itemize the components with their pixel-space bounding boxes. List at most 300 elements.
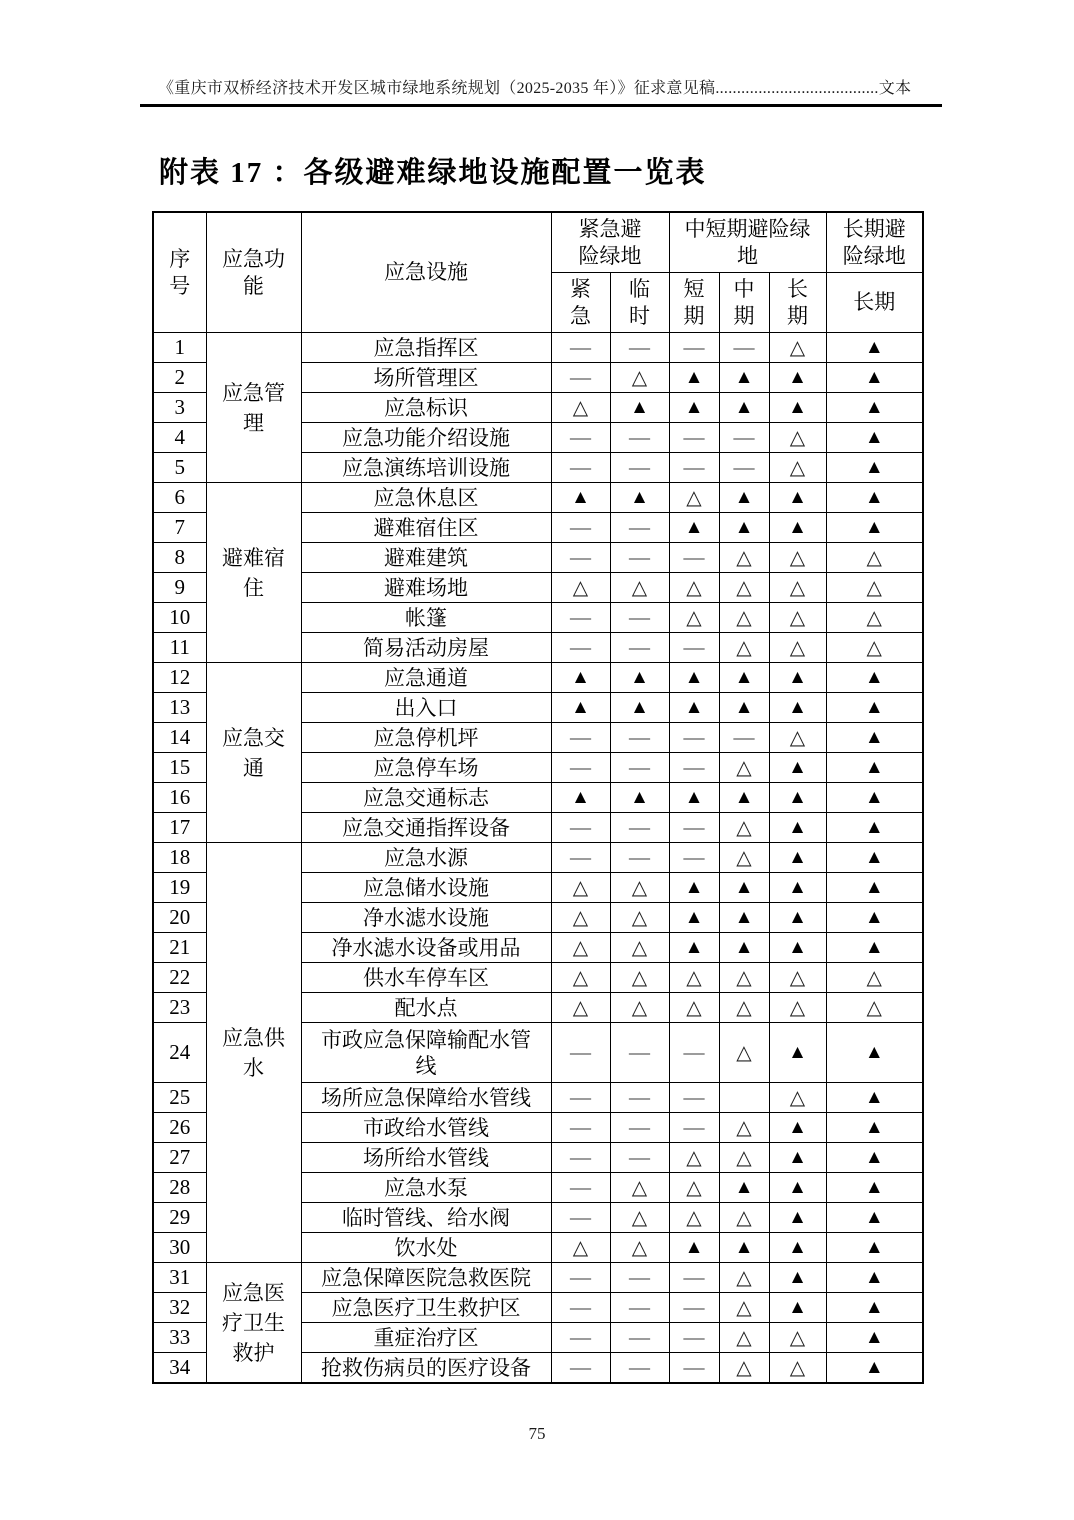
- facility-name: 净水滤水设施: [301, 903, 551, 933]
- mark-none-icon: —: [669, 423, 719, 453]
- mark-required-icon: ▲: [769, 1143, 826, 1173]
- col-group-midshort-green: 中短期避险绿地: [669, 212, 826, 273]
- row-number: 31: [153, 1263, 206, 1293]
- mark-required-icon: ▲: [669, 903, 719, 933]
- facility-name: 场所给水管线: [301, 1143, 551, 1173]
- mark-required-icon: ▲: [769, 693, 826, 723]
- row-number: 3: [153, 393, 206, 423]
- table-row: [153, 333, 923, 363]
- col-group-longterm-green: 长期避险绿地: [826, 212, 923, 273]
- mark-required-icon: ▲: [826, 753, 923, 783]
- mark-none-icon: —: [610, 1353, 669, 1384]
- facility-name: 应急功能介绍设施: [301, 423, 551, 453]
- mark-optional-icon: △: [610, 903, 669, 933]
- mark-optional-icon: △: [769, 333, 826, 363]
- mark-optional-icon: △: [719, 1143, 769, 1173]
- mark-required-icon: ▲: [826, 903, 923, 933]
- mark-required-icon: ▲: [826, 333, 923, 363]
- row-number: 5: [153, 453, 206, 483]
- mark-none-icon: —: [669, 1113, 719, 1143]
- facility-name: 净水滤水设备或用品: [301, 933, 551, 963]
- facility-name: 应急储水设施: [301, 873, 551, 903]
- mark-required-icon: ▲: [826, 693, 923, 723]
- mark-none-icon: —: [669, 1293, 719, 1323]
- mark-optional-icon: △: [719, 813, 769, 843]
- mark-none-icon: —: [610, 333, 669, 363]
- mark-none-icon: —: [551, 1293, 610, 1323]
- facility-name: 场所管理区: [301, 363, 551, 393]
- facility-name: 配水点: [301, 993, 551, 1023]
- row-number: 12: [153, 663, 206, 693]
- mark-required-icon: ▲: [669, 873, 719, 903]
- mark-none-icon: —: [610, 543, 669, 573]
- mark-required-icon: ▲: [826, 933, 923, 963]
- function-group-label: 应急供水: [206, 843, 301, 1263]
- mark-required-icon: ▲: [769, 513, 826, 543]
- facility-config-table: [152, 211, 924, 1384]
- facility-name: 避难建筑: [301, 543, 551, 573]
- mark-none-icon: —: [551, 1353, 610, 1384]
- mark-optional-icon: △: [719, 1293, 769, 1323]
- mark-required-icon: ▲: [719, 483, 769, 513]
- mark-optional-icon: △: [551, 903, 610, 933]
- facility-name: 应急通道: [301, 663, 551, 693]
- running-header: 《重庆市双桥经济技术开发区城市绿地系统规划（2025-2035 年）》征求意见稿......................................文本: [158, 80, 912, 97]
- facility-name: 应急医疗卫生救护区: [301, 1293, 551, 1323]
- mark-optional-icon: △: [826, 633, 923, 663]
- mark-optional-icon: △: [769, 723, 826, 753]
- mark-optional-icon: △: [826, 573, 923, 603]
- row-number: 32: [153, 1293, 206, 1323]
- mark-none-icon: —: [551, 723, 610, 753]
- row-number: 29: [153, 1203, 206, 1233]
- row-number: 17: [153, 813, 206, 843]
- mark-required-icon: ▲: [669, 933, 719, 963]
- mark-none-icon: —: [551, 1323, 610, 1353]
- col-subheader-changqi-long: 长期: [826, 273, 923, 333]
- mark-none-icon: —: [610, 723, 669, 753]
- facility-name: 应急停机坪: [301, 723, 551, 753]
- mark-required-icon: ▲: [551, 783, 610, 813]
- facility-name: 重症治疗区: [301, 1323, 551, 1353]
- row-number: 23: [153, 993, 206, 1023]
- row-number: 33: [153, 1323, 206, 1353]
- mark-required-icon: ▲: [669, 513, 719, 543]
- mark-required-icon: ▲: [669, 1233, 719, 1263]
- mark-required-icon: ▲: [769, 933, 826, 963]
- mark-none-icon: —: [610, 813, 669, 843]
- mark-none-icon: —: [669, 633, 719, 663]
- mark-none-icon: —: [669, 813, 719, 843]
- function-group-label: 应急管理: [206, 333, 301, 483]
- mark-required-icon: ▲: [769, 393, 826, 423]
- mark-required-icon: ▲: [826, 1143, 923, 1173]
- mark-optional-icon: △: [719, 1353, 769, 1384]
- mark-none-icon: —: [551, 603, 610, 633]
- facility-name: 场所应急保障给水管线: [301, 1083, 551, 1113]
- mark-none-icon: —: [719, 453, 769, 483]
- col-subheader-linshi: 临时: [610, 273, 669, 333]
- row-number: 24: [153, 1023, 206, 1083]
- mark-none-icon: —: [610, 603, 669, 633]
- row-number: 15: [153, 753, 206, 783]
- table-row: [153, 1263, 923, 1293]
- mark-none-icon: —: [551, 1173, 610, 1203]
- mark-required-icon: ▲: [769, 483, 826, 513]
- mark-optional-icon: △: [551, 393, 610, 423]
- mark-none-icon: —: [669, 753, 719, 783]
- mark-none-icon: —: [551, 543, 610, 573]
- row-number: 13: [153, 693, 206, 723]
- mark-required-icon: ▲: [719, 1233, 769, 1263]
- mark-none-icon: —: [551, 333, 610, 363]
- mark-optional-icon: △: [610, 1173, 669, 1203]
- row-number: 1: [153, 333, 206, 363]
- mark-optional-icon: △: [769, 543, 826, 573]
- mark-required-icon: ▲: [719, 363, 769, 393]
- col-group-emergency-green: 紧急避险绿地: [551, 212, 669, 273]
- mark-none-icon: —: [610, 1293, 669, 1323]
- mark-none-icon: —: [551, 813, 610, 843]
- facility-name: 饮水处: [301, 1233, 551, 1263]
- facility-name: 市政应急保障输配水管线: [301, 1023, 551, 1083]
- mark-required-icon: ▲: [826, 1233, 923, 1263]
- mark-required-icon: ▲: [826, 1293, 923, 1323]
- mark-required-icon: ▲: [826, 843, 923, 873]
- col-subheader-zhongqi: 中期: [719, 273, 769, 333]
- facility-name: 简易活动房屋: [301, 633, 551, 663]
- facility-name: 应急休息区: [301, 483, 551, 513]
- mark-none-icon: —: [551, 753, 610, 783]
- mark-required-icon: ▲: [826, 1083, 923, 1113]
- mark-optional-icon: △: [719, 603, 769, 633]
- mark-optional-icon: △: [551, 963, 610, 993]
- mark-none-icon: —: [719, 423, 769, 453]
- mark-optional-icon: △: [769, 603, 826, 633]
- mark-required-icon: ▲: [719, 903, 769, 933]
- mark-optional-icon: △: [769, 423, 826, 453]
- mark-none-icon: —: [551, 1083, 610, 1113]
- mark-none-icon: —: [551, 1113, 610, 1143]
- mark-required-icon: ▲: [769, 363, 826, 393]
- row-number: 28: [153, 1173, 206, 1203]
- mark-optional-icon: △: [551, 573, 610, 603]
- mark-optional-icon: △: [669, 603, 719, 633]
- mark-required-icon: ▲: [719, 513, 769, 543]
- mark-none-icon: —: [551, 1203, 610, 1233]
- mark-none-icon: —: [551, 843, 610, 873]
- mark-optional-icon: △: [769, 573, 826, 603]
- mark-none-icon: —: [610, 753, 669, 783]
- mark-required-icon: ▲: [826, 873, 923, 903]
- mark-optional-icon: △: [669, 1173, 719, 1203]
- mark-optional-icon: △: [769, 993, 826, 1023]
- mark-required-icon: ▲: [769, 1173, 826, 1203]
- row-number: 19: [153, 873, 206, 903]
- mark-none-icon: —: [610, 1083, 669, 1113]
- mark-required-icon: ▲: [669, 783, 719, 813]
- mark-none-icon: —: [719, 333, 769, 363]
- mark-none-icon: —: [551, 513, 610, 543]
- mark-optional-icon: △: [769, 1353, 826, 1384]
- col-subheader-duanqi: 短期: [669, 273, 719, 333]
- row-number: 10: [153, 603, 206, 633]
- mark-required-icon: ▲: [669, 393, 719, 423]
- row-number: 34: [153, 1353, 206, 1384]
- col-subheader-jinji: 紧急: [551, 273, 610, 333]
- mark-none-icon: —: [610, 1023, 669, 1083]
- mark-required-icon: ▲: [826, 483, 923, 513]
- table-title: 附表 17 ：各级避难绿地设施配置一览表: [159, 157, 707, 189]
- mark-none-icon: —: [669, 1263, 719, 1293]
- mark-required-icon: ▲: [769, 1293, 826, 1323]
- mark-required-icon: ▲: [719, 663, 769, 693]
- mark-required-icon: ▲: [769, 1023, 826, 1083]
- mark-none-icon: —: [719, 723, 769, 753]
- mark-required-icon: ▲: [551, 693, 610, 723]
- facility-name: 供水车停车区: [301, 963, 551, 993]
- mark-optional-icon: △: [769, 963, 826, 993]
- table-row: [153, 843, 923, 873]
- mark-required-icon: ▲: [769, 1263, 826, 1293]
- mark-none-icon: —: [610, 453, 669, 483]
- col-subheader-changqi: 长期: [769, 273, 826, 333]
- facility-name: 应急标识: [301, 393, 551, 423]
- mark-required-icon: ▲: [826, 393, 923, 423]
- mark-required-icon: ▲: [826, 1023, 923, 1083]
- mark-none-icon: —: [669, 1353, 719, 1384]
- mark-optional-icon: △: [769, 1083, 826, 1113]
- mark-optional-icon: △: [719, 1023, 769, 1083]
- mark-optional-icon: △: [610, 993, 669, 1023]
- facility-name: 帐篷: [301, 603, 551, 633]
- mark-required-icon: ▲: [610, 783, 669, 813]
- facility-name: 应急水源: [301, 843, 551, 873]
- page-number: 75: [528, 1424, 546, 1443]
- mark-none-icon: —: [610, 513, 669, 543]
- mark-required-icon: ▲: [610, 663, 669, 693]
- mark-none-icon: —: [551, 423, 610, 453]
- mark-required-icon: ▲: [610, 693, 669, 723]
- facility-name: 应急停车场: [301, 753, 551, 783]
- mark-required-icon: ▲: [826, 363, 923, 393]
- facility-name: 抢救伤病员的医疗设备: [301, 1353, 551, 1384]
- mark-optional-icon: △: [610, 363, 669, 393]
- mark-required-icon: ▲: [769, 1203, 826, 1233]
- facility-name: 应急水泵: [301, 1173, 551, 1203]
- row-number: 22: [153, 963, 206, 993]
- mark-required-icon: ▲: [826, 1263, 923, 1293]
- col-header-function: 应急功能: [206, 212, 301, 333]
- row-number: 11: [153, 633, 206, 663]
- mark-optional-icon: △: [669, 1203, 719, 1233]
- mark-optional-icon: △: [610, 1203, 669, 1233]
- row-number: 6: [153, 483, 206, 513]
- row-number: 20: [153, 903, 206, 933]
- mark-required-icon: ▲: [551, 483, 610, 513]
- mark-none-icon: —: [669, 723, 719, 753]
- mark-none-icon: —: [669, 1083, 719, 1113]
- mark-none-icon: —: [610, 633, 669, 663]
- function-group-label: 应急交通: [206, 663, 301, 843]
- mark-optional-icon: △: [669, 1143, 719, 1173]
- mark-required-icon: ▲: [826, 1323, 923, 1353]
- mark-optional-icon: △: [719, 963, 769, 993]
- mark-required-icon: ▲: [826, 423, 923, 453]
- row-number: 30: [153, 1233, 206, 1263]
- facility-name: 避难场地: [301, 573, 551, 603]
- mark-optional-icon: △: [769, 1323, 826, 1353]
- mark-required-icon: ▲: [669, 693, 719, 723]
- mark-none-icon: —: [551, 1023, 610, 1083]
- mark-none-icon: —: [610, 423, 669, 453]
- facility-name: 应急交通标志: [301, 783, 551, 813]
- mark-required-icon: ▲: [769, 753, 826, 783]
- mark-required-icon: ▲: [826, 513, 923, 543]
- facility-name: 市政给水管线: [301, 1113, 551, 1143]
- mark-optional-icon: △: [719, 543, 769, 573]
- col-header-facility: 应急设施: [301, 212, 551, 333]
- mark-none-icon: —: [610, 1143, 669, 1173]
- mark-empty: [719, 1083, 769, 1113]
- header-rule: [140, 104, 942, 107]
- mark-required-icon: ▲: [610, 483, 669, 513]
- facility-name: 出入口: [301, 693, 551, 723]
- mark-none-icon: —: [551, 363, 610, 393]
- mark-optional-icon: △: [719, 633, 769, 663]
- facility-name: 临时管线、给水阀: [301, 1203, 551, 1233]
- table-body: [153, 333, 923, 1384]
- mark-optional-icon: △: [719, 1323, 769, 1353]
- table-row: [153, 663, 923, 693]
- mark-required-icon: ▲: [719, 783, 769, 813]
- mark-required-icon: ▲: [826, 1353, 923, 1384]
- row-number: 8: [153, 543, 206, 573]
- mark-none-icon: —: [669, 453, 719, 483]
- table-head: [153, 212, 923, 333]
- mark-required-icon: ▲: [826, 813, 923, 843]
- row-number: 2: [153, 363, 206, 393]
- mark-required-icon: ▲: [551, 663, 610, 693]
- table-row: [153, 483, 923, 513]
- mark-optional-icon: △: [719, 1263, 769, 1293]
- mark-optional-icon: △: [719, 1203, 769, 1233]
- mark-required-icon: ▲: [719, 393, 769, 423]
- facility-name: 应急交通指挥设备: [301, 813, 551, 843]
- mark-required-icon: ▲: [769, 843, 826, 873]
- row-number: 21: [153, 933, 206, 963]
- mark-optional-icon: △: [769, 633, 826, 663]
- mark-required-icon: ▲: [669, 663, 719, 693]
- mark-optional-icon: △: [610, 573, 669, 603]
- mark-optional-icon: △: [719, 993, 769, 1023]
- mark-none-icon: —: [669, 1323, 719, 1353]
- mark-none-icon: —: [669, 843, 719, 873]
- mark-required-icon: ▲: [826, 783, 923, 813]
- mark-required-icon: ▲: [769, 783, 826, 813]
- mark-required-icon: ▲: [769, 1233, 826, 1263]
- mark-required-icon: ▲: [769, 903, 826, 933]
- mark-optional-icon: △: [669, 483, 719, 513]
- mark-optional-icon: △: [826, 543, 923, 573]
- mark-required-icon: ▲: [719, 693, 769, 723]
- mark-optional-icon: △: [826, 993, 923, 1023]
- mark-required-icon: ▲: [769, 813, 826, 843]
- table-head-group-row: [153, 212, 923, 273]
- row-number: 18: [153, 843, 206, 873]
- mark-optional-icon: △: [669, 963, 719, 993]
- mark-optional-icon: △: [826, 603, 923, 633]
- col-header-seq: 序号: [153, 212, 206, 333]
- mark-optional-icon: △: [769, 453, 826, 483]
- mark-optional-icon: △: [551, 873, 610, 903]
- row-number: 7: [153, 513, 206, 543]
- mark-none-icon: —: [551, 1143, 610, 1173]
- mark-required-icon: ▲: [826, 1203, 923, 1233]
- mark-optional-icon: △: [610, 963, 669, 993]
- mark-none-icon: —: [610, 1323, 669, 1353]
- mark-required-icon: ▲: [826, 453, 923, 483]
- facility-name: 应急保障医院急救医院: [301, 1263, 551, 1293]
- mark-none-icon: —: [669, 333, 719, 363]
- row-number: 4: [153, 423, 206, 453]
- function-group-label: 避难宿住: [206, 483, 301, 663]
- mark-required-icon: ▲: [769, 1113, 826, 1143]
- mark-required-icon: ▲: [826, 1113, 923, 1143]
- row-number: 26: [153, 1113, 206, 1143]
- mark-optional-icon: △: [719, 753, 769, 783]
- mark-optional-icon: △: [551, 933, 610, 963]
- mark-none-icon: —: [551, 453, 610, 483]
- mark-optional-icon: △: [669, 573, 719, 603]
- facility-name: 避难宿住区: [301, 513, 551, 543]
- mark-optional-icon: △: [551, 993, 610, 1023]
- mark-optional-icon: △: [610, 1233, 669, 1263]
- facility-name: 应急演练培训设施: [301, 453, 551, 483]
- mark-optional-icon: △: [719, 843, 769, 873]
- mark-required-icon: ▲: [610, 393, 669, 423]
- mark-none-icon: —: [610, 843, 669, 873]
- mark-none-icon: —: [610, 1113, 669, 1143]
- mark-required-icon: ▲: [826, 1173, 923, 1203]
- row-number: 16: [153, 783, 206, 813]
- mark-required-icon: ▲: [719, 933, 769, 963]
- mark-optional-icon: △: [610, 933, 669, 963]
- mark-required-icon: ▲: [719, 1173, 769, 1203]
- row-number: 25: [153, 1083, 206, 1113]
- mark-optional-icon: △: [551, 1233, 610, 1263]
- mark-required-icon: ▲: [769, 663, 826, 693]
- row-number: 9: [153, 573, 206, 603]
- mark-none-icon: —: [669, 543, 719, 573]
- mark-required-icon: ▲: [719, 873, 769, 903]
- mark-none-icon: —: [551, 1263, 610, 1293]
- function-group-label: 应急医疗卫生救护: [206, 1263, 301, 1384]
- mark-optional-icon: △: [610, 873, 669, 903]
- mark-required-icon: ▲: [669, 363, 719, 393]
- facility-name: 应急指挥区: [301, 333, 551, 363]
- mark-optional-icon: △: [719, 1113, 769, 1143]
- mark-none-icon: —: [669, 1023, 719, 1083]
- mark-none-icon: —: [551, 633, 610, 663]
- mark-required-icon: ▲: [826, 663, 923, 693]
- row-number: 27: [153, 1143, 206, 1173]
- mark-required-icon: ▲: [826, 723, 923, 753]
- row-number: 14: [153, 723, 206, 753]
- mark-optional-icon: △: [669, 993, 719, 1023]
- mark-required-icon: ▲: [769, 873, 826, 903]
- mark-optional-icon: △: [719, 573, 769, 603]
